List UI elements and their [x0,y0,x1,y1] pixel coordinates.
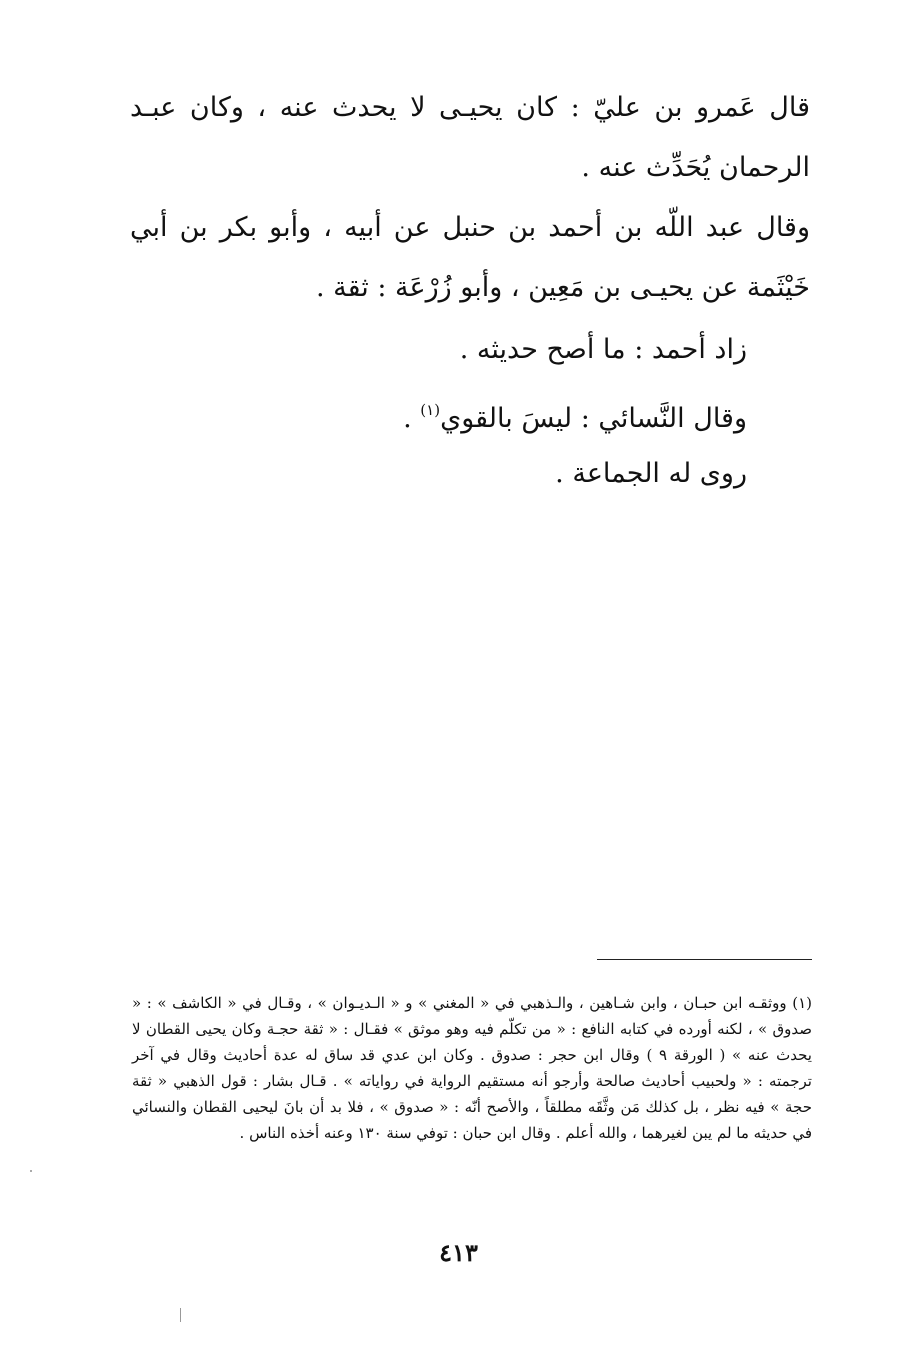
footnote-reference[interactable]: (١) [420,401,441,419]
main-paragraph: قال عَمرو بن عليّ : كان يحيـى لا يحدث عنه ، وكان عبـد الرحمان يُحَدِّث عنه . [130,92,810,183]
footnote: (١) ووثقـه ابن حبـان ، وابن شـاهين ، والـذهبي في « المغني » و « الـديـوان » ، وقـال في « الكاشف » : « صدوق » ، لكنه أورده في كتابه النافع : « من تكلّم فيه وهو موثق » فقـال : « ثقة حجـة وكان يحيى القطان لا يحدث عنه » ( الورقة ٩ ) وقال ابن حجر : صدوق . وكان ابن عدي قد ساق له عدة أحاديث وقال في آخر ترجمته : « ولحبيب أحاديث صالحة وأرجو أنه مستقيم الرواية في رواياته » . قـال بشار : قول الذهبي « ثقة حجة » فيه نظر ، بل كذلك مَن وثَّقَه مطلقاً ، والأصح أنّه : « صدوق » ، فلا بد أن بانَ ليحيى القطان والنسائي في حديثه ما لم يبن لغيرهما ، والله أعلم . وقال ابن حبان : توفي سنة ١٣٠ وعنه أخذه الناس . [132,994,812,1142]
main-paragraph [403,380,747,449]
footnote-separator [597,959,812,960]
page-number: ٤١٣ [439,1238,478,1267]
main-paragraph: روى له الجماعة . [555,458,747,489]
scan-artifact [30,1170,32,1172]
scan-artifact [180,1308,181,1322]
main-paragraph-text: وقال النَّسائي : ليسَ بالقوي [440,403,747,434]
main-paragraph: وقال عبد اللّه بن أحمد بن حنبل عن أبيه ، وأبو بكر بن أبي خَيْثَمة عن يحيـى بن مَعِين ، وأبو زُرْعَة : ثقة . [130,212,810,303]
main-paragraph: زاد أحمد : ما أصح حديثه . [459,334,747,365]
main-paragraph-end: . [403,403,421,434]
